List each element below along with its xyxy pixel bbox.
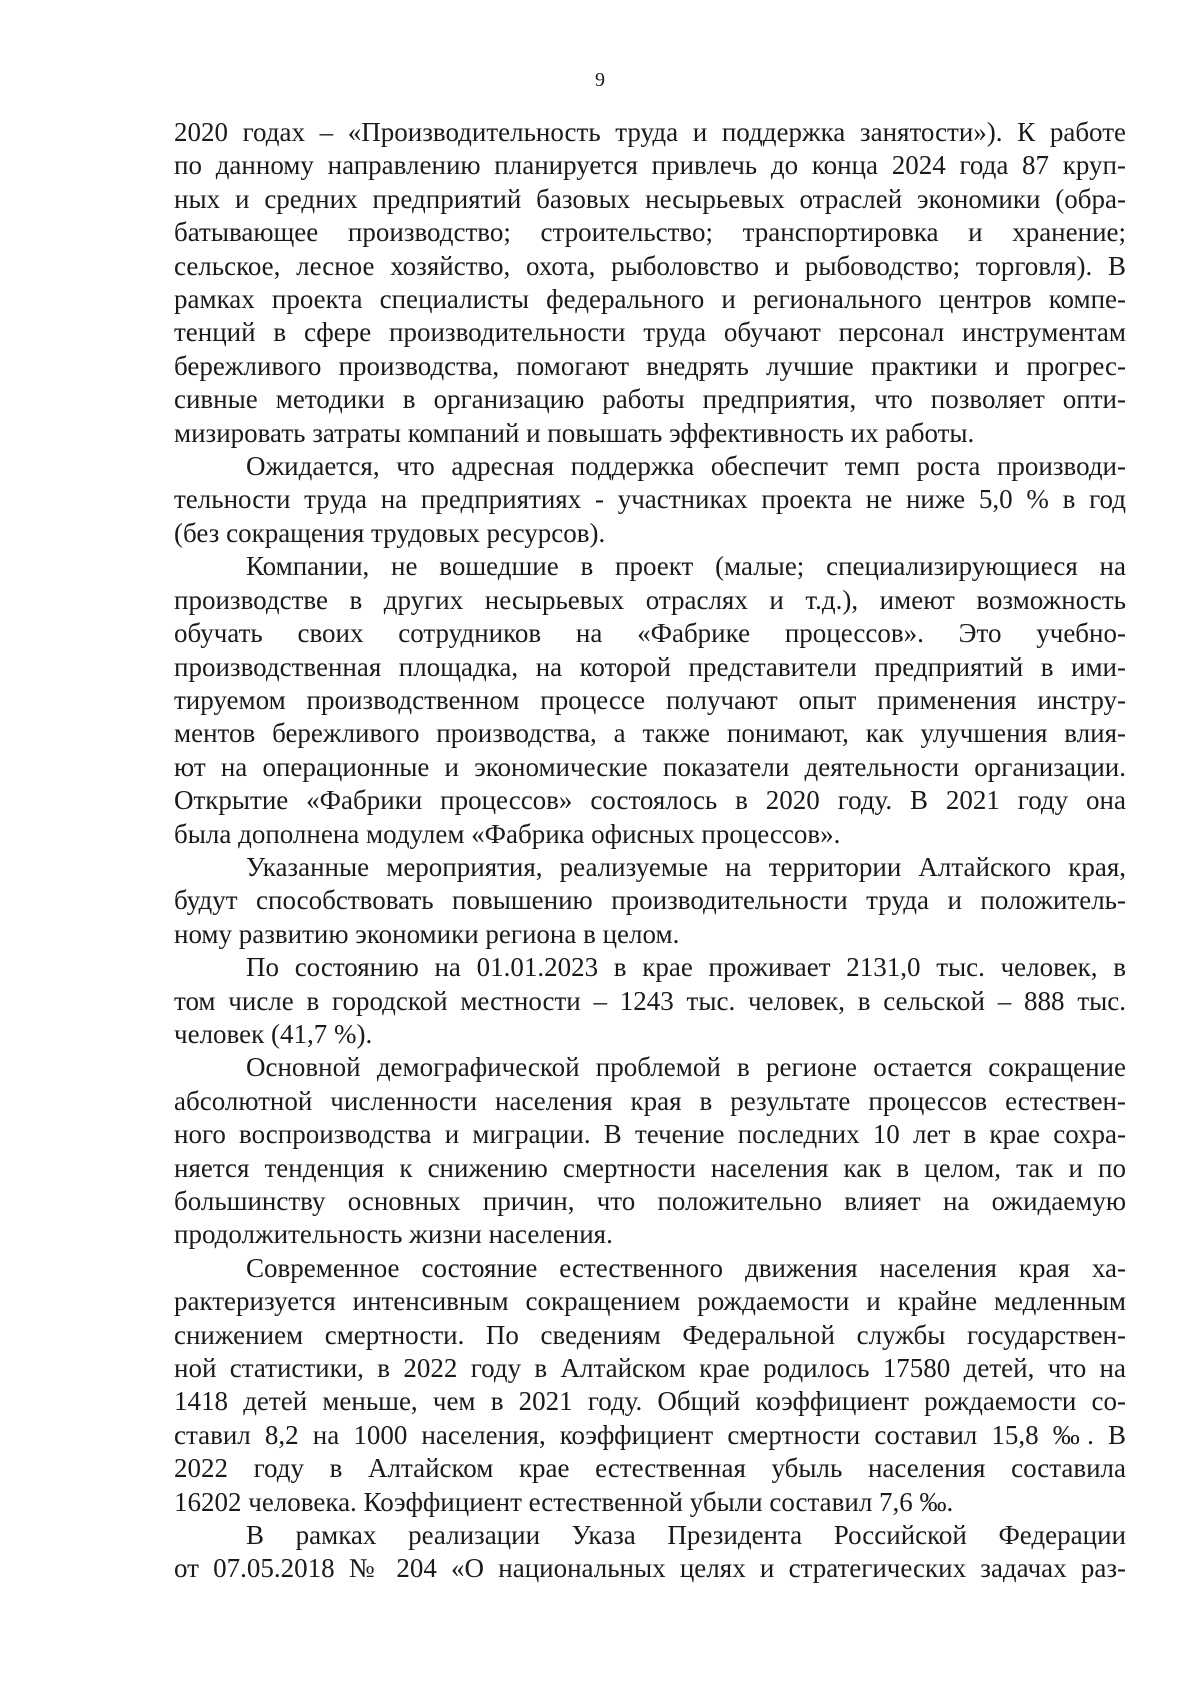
page-number: 9 — [595, 69, 605, 91]
text-line: 1418 детей меньше, чем в 2021 году. Общий коэффициент рождаемости со- — [174, 1386, 1126, 1417]
paragraph — [174, 1252, 1126, 1519]
text-line: рактеризуется интенсивным сокращением рождаемости и крайне медленным — [174, 1286, 1126, 1317]
text-line: большинству основных причин, что положительно влияет на ожидаемую — [174, 1186, 1126, 1216]
text-line: ному развитию экономики региона в целом. — [174, 918, 680, 949]
text-line: производственная площадка, на которой представители предприятий в ими- — [174, 651, 1126, 682]
text-line: По состоянию на 01.01.2023 в крае проживает 2131,0 тыс. человек, в — [246, 952, 1126, 983]
text-line: рамках проекта специалисты федерального и регионального центров компе- — [174, 284, 1126, 315]
text-line: ют на операционные и экономические показатели деятельности организации. — [174, 751, 1126, 782]
text-line: снижением смертности. По сведениям Федеральной службы государствен- — [174, 1319, 1126, 1350]
text-line: производстве в других несырьевых отраслях и т.д.), имеют возможность — [174, 584, 1126, 615]
text-line: Компании, не вошедшие в проект (малые; специализирующиеся на — [246, 551, 1126, 582]
paragraph — [174, 851, 1126, 951]
paragraph — [174, 951, 1126, 1051]
text-line: по данному направлению планируется привлечь до конца 2024 года 87 круп- — [174, 150, 1126, 181]
text-line: обучать своих сотрудников на «Фабрике процессов». Это учебно- — [174, 618, 1126, 649]
text-line: продолжительность жизни населения. — [174, 1219, 613, 1250]
paragraph — [174, 1051, 1126, 1251]
text-line: Указанные мероприятия, реализуемые на территории Алтайского края, — [246, 851, 1126, 882]
text-line: ментов бережливого производства, а также понимают, как улучшения влия- — [174, 718, 1126, 749]
text-line: от 07.05.2018 № 204 «О национальных целях и стратегических задачах раз- — [174, 1553, 1126, 1584]
text-line: В рамках реализации Указа Президента Российской Федерации — [246, 1520, 1126, 1551]
document-body — [174, 116, 1126, 1586]
text-line: (без сокращения трудовых ресурсов). — [174, 517, 606, 548]
text-line: Основной демографической проблемой в регионе остается сокращение — [246, 1052, 1126, 1083]
text-line: Открытие «Фабрики процессов» состоялось в 2020 году. В 2021 году она — [174, 785, 1126, 816]
paragraph — [174, 116, 1126, 450]
text-line: Современное состояние естественного движения населения края ха- — [246, 1252, 1126, 1283]
text-line: мизировать затраты компаний и повышать эффективность их работы. — [174, 417, 975, 448]
text-line: будут способствовать повышению производительности труда и положитель- — [174, 885, 1126, 916]
text-line: ной статистики, в 2022 году в Алтайском крае родилось 17580 детей, что на — [174, 1353, 1126, 1384]
text-line: 2022 году в Алтайском крае естественная убыль населения составила — [174, 1453, 1126, 1484]
text-line: человек (41,7 %). — [174, 1018, 373, 1049]
text-line: Ожидается, что адресная поддержка обеспечит темп роста производи- — [246, 451, 1126, 482]
text-line: ного воспроизводства и миграции. В течение последних 10 лет в крае сохра- — [174, 1119, 1126, 1150]
text-line: 2020 годах – «Производительность труда и поддержка занятости»). К работе — [174, 117, 1126, 147]
paragraph — [174, 550, 1126, 851]
text-line: том числе в городской местности – 1243 тыс. человек, в сельской – 888 тыс. — [174, 985, 1126, 1016]
text-line: ных и средних предприятий базовых несырьевых отраслей экономики (обра- — [174, 183, 1126, 214]
text-line: абсолютной численности населения края в результате процессов естествен- — [174, 1085, 1126, 1116]
text-line: ставил 8,2 на 1000 населения, коэффициент смертности составил 15,8 ‰. В — [174, 1419, 1126, 1450]
text-line: бережливого производства, помогают внедрять лучшие практики и прогрес- — [174, 350, 1126, 381]
text-line: тенций в сфере производительности труда обучают персонал инструментам — [174, 317, 1126, 348]
paragraph — [174, 450, 1126, 550]
paragraph — [174, 1519, 1126, 1586]
text-line: няется тенденция к снижению смертности населения как в целом, так и по — [174, 1152, 1126, 1183]
text-line: 16202 человека. Коэффициент естественной убыли составил 7,6 ‰. — [174, 1486, 954, 1517]
text-line: тируемом производственном процессе получают опыт применения инстру- — [174, 684, 1126, 715]
text-line: тельности труда на предприятиях - участниках проекта не ниже 5,0 % в год — [174, 484, 1126, 515]
text-line: была дополнена модулем «Фабрика офисных процессов». — [174, 818, 841, 849]
text-line: сивные методики в организацию работы предприятия, что позволяет опти- — [174, 384, 1126, 415]
text-line: батывающее производство; строительство; транспортировка и хранение; — [174, 217, 1126, 248]
text-line: сельское, лесное хозяйство, охота, рыболовство и рыбоводство; торговля). В — [174, 250, 1126, 281]
